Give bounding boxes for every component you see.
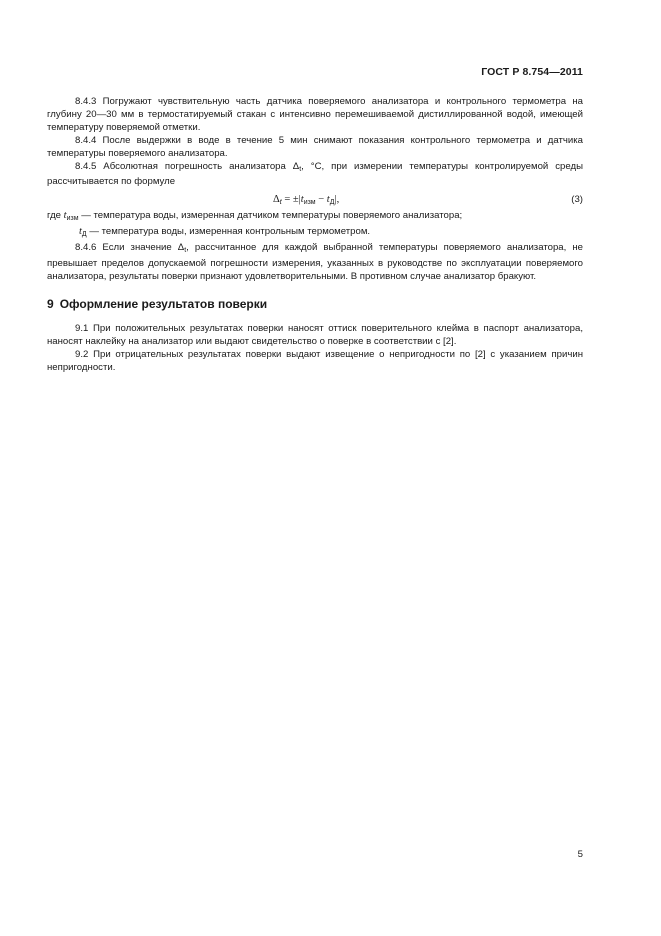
formula xyxy=(273,194,339,210)
paragraph-9-2: 9.2 При отрицательных результатах поверки выдают извещение о непригодности по [2] с указанием причин непригодности. xyxy=(47,348,583,373)
paragraph-8-4-6 xyxy=(47,242,583,284)
formula-t1: t xyxy=(300,194,304,206)
section-heading xyxy=(47,298,583,311)
paragraph-9-1: 9.1 При положительных результатах поверки наносят оттиск поверительного клейма в паспорт анализатора, наносят наклейку на анализатор или выдают свидетельство о поверке в соответствии с [2]. xyxy=(47,322,583,347)
formula-row xyxy=(47,191,583,210)
section-number: 9 xyxy=(47,296,54,311)
delta-subscript: t xyxy=(299,165,302,173)
where-text-1: — температура воды, измеренная датчиком температуры поверяемого анализатора; xyxy=(78,210,463,222)
equation-number: (3) xyxy=(571,194,583,206)
where-var-2-sub: Д xyxy=(81,231,87,239)
where-var-1-sub: изм xyxy=(66,215,79,223)
document-id-header: ГОСТ Р 8.754—2011 xyxy=(481,66,583,78)
where-line-1 xyxy=(47,210,583,226)
paragraph-8-4-6-text-a: 8.4.6 Если значение Δ xyxy=(75,242,185,254)
formula-t2: t xyxy=(326,194,330,206)
formula-t2-sub: Д xyxy=(329,199,335,207)
paragraph-8-4-3: 8.4.3 Погружают чувствительную часть датчика поверяемого анализатора и контрольного термометра на глубину 20—30 мм в термостатируемый стакан с интенсивно перемешиваемой дистиллированной водой, имеющей температуру поверяемой отметки. xyxy=(47,96,583,133)
formula-minus: − xyxy=(315,194,327,206)
formula-t1-sub: изм xyxy=(303,199,316,207)
where-var-1: t xyxy=(63,210,67,222)
section-title: Оформление результатов поверки xyxy=(59,296,268,311)
paragraph-8-4-4: 8.4.4 После выдержки в воде в течение 5 мин снимают показания контрольного термометра и датчика температуры поверяемого анализатора. xyxy=(47,134,583,159)
delta-subscript-2: t xyxy=(184,247,187,255)
where-text-2: — температура воды, измеренная контрольным термометром. xyxy=(86,226,371,238)
formula-end: |, xyxy=(334,194,340,206)
formula-lhs-sub: t xyxy=(279,199,282,207)
document-body xyxy=(47,96,583,374)
page-number: 5 xyxy=(577,849,583,860)
where-prefix: где xyxy=(47,210,64,222)
paragraph-8-4-5-text-b: , °С, при измерении температуры контролируемой среды рассчитывается по формуле xyxy=(47,160,583,188)
paragraph-8-4-6-text-b: , рассчитанное для каждой выбранной температуры поверяемого анализатора, не превышает пределов допускаемой погрешности измерения, указанных в руководстве по эксплуатации поверяемого анализатора, результаты поверки признают удовлетворительными. В противном случае анализатор бракуют. xyxy=(47,242,583,282)
paragraph-8-4-5-text-a: 8.4.5 Абсолютная погрешность анализатора Δ xyxy=(75,160,300,172)
formula-mid: = ±| xyxy=(281,194,301,206)
paragraph-8-4-5 xyxy=(47,161,583,190)
where-var-2: t xyxy=(79,226,82,238)
where-line-2 xyxy=(47,226,583,242)
formula-lhs: Δ xyxy=(273,194,280,206)
